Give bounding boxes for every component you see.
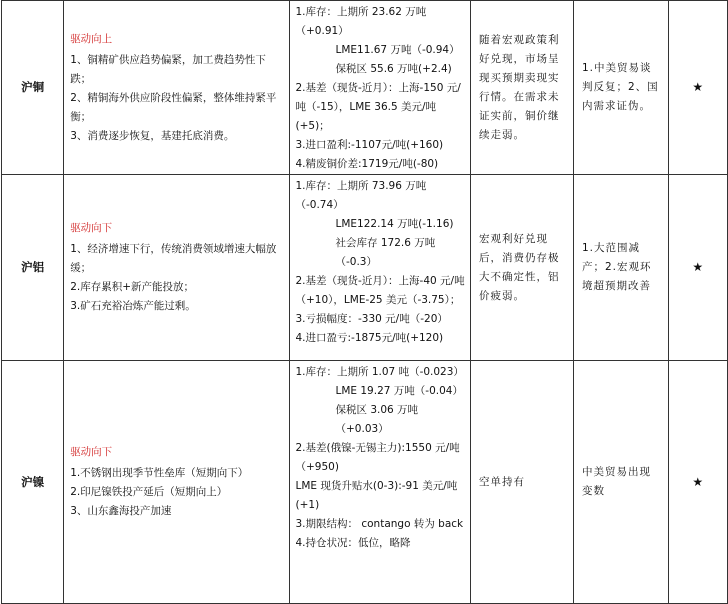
data-line: LME11.67 万吨（-0.94） [335, 44, 460, 56]
risk-cell: 1.中美贸易谈判反复；2、国内需求证伪。 [573, 1, 668, 175]
table-row-aluminium [2, 175, 728, 361]
rating-star-icon: ★ [668, 1, 727, 175]
data-line: 3.亏损幅度：-330 元/吨（-20） [295, 313, 448, 325]
data-cell [289, 1, 470, 175]
logic-line: 3.矿石充裕冶炼产能过剩。 [70, 300, 196, 312]
rating-star-icon: ★ [668, 175, 727, 361]
data-line: 3.进口盈利:-1107元/吨(+160) [295, 139, 444, 151]
driver-label: 驱动向上 [70, 32, 113, 45]
logic-line: 1、经济增速下行，传统消费领域增速大幅放缓； [70, 243, 277, 274]
data-line: 保税区 3.06 万吨（+0.03） [335, 404, 419, 435]
driver-label: 驱动向下 [70, 446, 113, 458]
data-cell [289, 361, 470, 604]
logic-line: 3、消费逐步恢复，基建托底消费。 [70, 129, 235, 142]
commodity-name: 沪铝 [2, 175, 64, 361]
data-line: LME122.14 万吨(-1.16) [335, 218, 454, 230]
logic-cell [64, 361, 289, 604]
data-line: 1.库存：上期所 23.62 万吨（+0.91） [295, 6, 427, 37]
logic-line: 1、铜精矿供应趋势偏紧，加工费趋势性下跌； [70, 53, 266, 85]
table-row-nickel [2, 361, 728, 604]
data-line: 保税区 55.6 万吨(+2.4) [335, 63, 452, 75]
risk-cell: 中美贸易出现变数 [573, 361, 668, 604]
table-row-copper [2, 1, 728, 175]
data-line: 社会库存 172.6 万吨（-0.3） [335, 237, 436, 268]
view-cell: 随着宏观政策利好兑现，市场呈现买预期卖现实行情。在需求未证实前，铜价继续走弱。 [470, 1, 573, 175]
logic-line: 1.不锈钢出现季节性垒库（短期向下） [70, 467, 249, 479]
data-cell [289, 175, 470, 361]
logic-cell [64, 175, 289, 361]
data-line: 1.库存：上期所 1.07 吨（-0.023） [295, 366, 464, 378]
commodity-name: 沪镍 [2, 361, 64, 604]
view-cell: 空单持有 [470, 361, 573, 604]
data-line: 4.进口盈亏:-1875元/吨(+120) [295, 332, 444, 344]
logic-line: 2、精铜海外供应阶段性偏紧，整体维持紧平衡； [70, 91, 277, 123]
data-line: 1.库存：上期所 73.96 万吨（-0.74） [295, 180, 427, 211]
logic-line: 2.库存累积+新产能投放； [70, 281, 195, 293]
commodity-name: 沪铜 [2, 1, 64, 175]
logic-cell [64, 1, 289, 175]
data-line: LME 现货升贴水(0-3):-91 美元/吨(+1) [295, 480, 458, 511]
data-line: 2.基差(俄镍-无锡主力):1550 元/吨（+950) [295, 442, 460, 473]
view-cell: 宏观利好兑现后，消费仍存极大不确定性，铝价疲弱。 [470, 175, 573, 361]
data-line: LME 19.27 万吨（-0.04） [335, 385, 463, 397]
driver-label: 驱动向下 [70, 222, 113, 234]
data-line: 3.期限结构： contango 转为 back [295, 518, 464, 530]
data-line: 4.持仓状况：低位，略降 [295, 537, 411, 549]
data-line: 2.基差（现货-近月）：上海-150 元/吨（-15），LME 36.5 美元/吨(+5)； [295, 82, 461, 132]
commodity-table [1, 0, 728, 604]
data-line: 2.基差（现货-近月）：上海-40 元/吨（+10），LME-25 美元（-3.75）； [295, 275, 465, 306]
logic-line: 2.印尼镍铁投产延后（短期向上） [70, 486, 228, 498]
logic-line: 3、山东鑫海投产加速 [70, 505, 172, 517]
data-line: 4.精废铜价差:1719元/吨(-80) [295, 158, 439, 170]
rating-star-icon: ★ [668, 361, 727, 604]
risk-cell: 1.大范围减产；2.宏观环境超预期改善 [573, 175, 668, 361]
